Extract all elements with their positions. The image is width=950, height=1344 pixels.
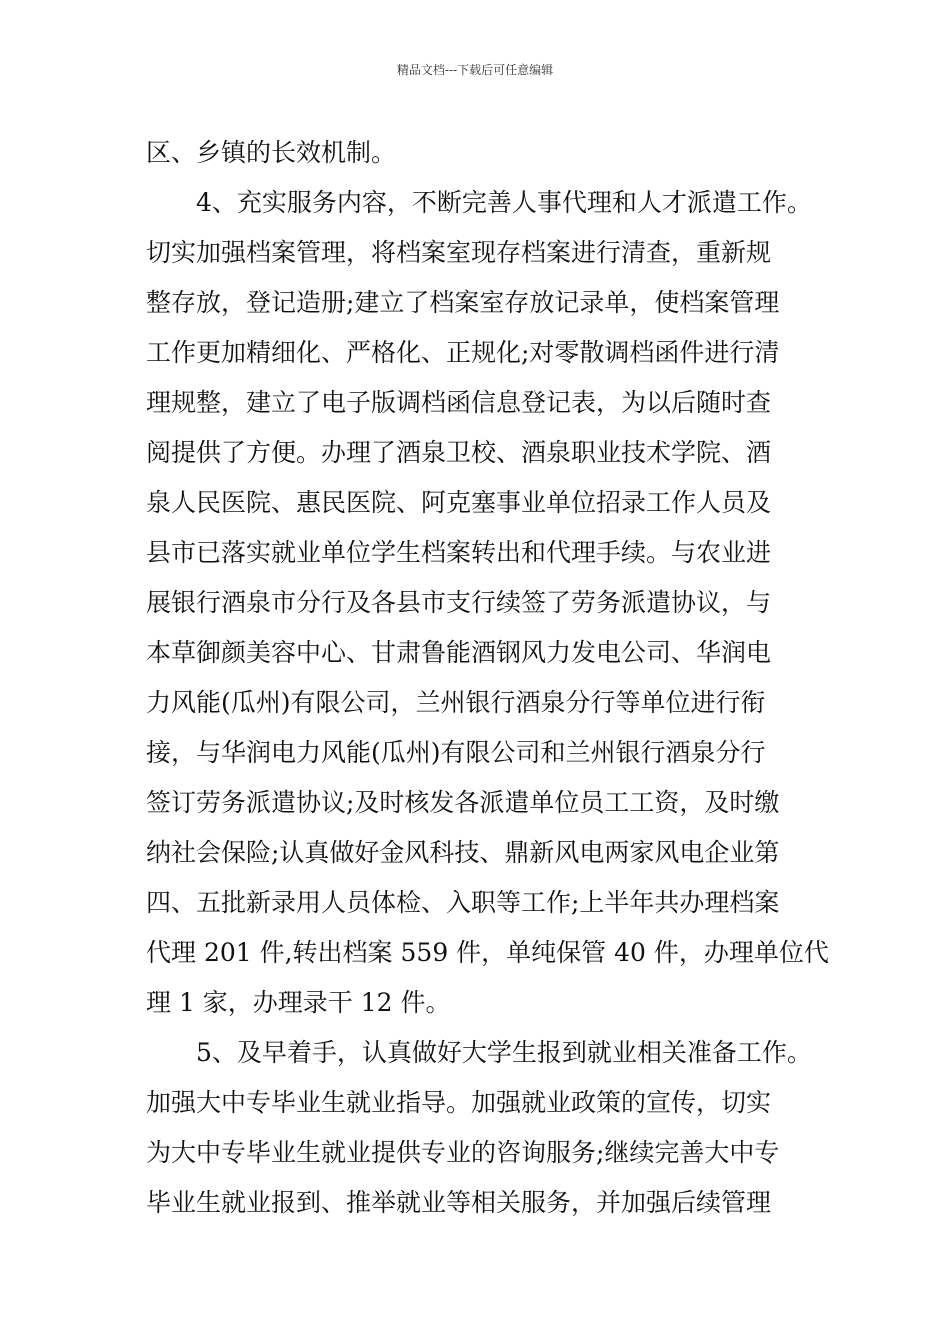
text-line: 切实加强档案管理，将档案室现存档案进行清查，重新规	[146, 238, 772, 267]
paragraph-start-line: 4、充实服务内容，不断完善人事代理和人才派遣工作。	[196, 188, 812, 217]
text-line: 理规整，建立了电子版调档函信息登记表，为以后随时查	[146, 388, 772, 417]
document-body	[146, 128, 829, 1228]
text-line: 加强大中专毕业生就业指导。加强就业政策的宣传，切实	[146, 1088, 772, 1117]
text-line: 力风能(瓜州)有限公司，兰州银行酒泉分行等单位进行衔	[146, 688, 766, 717]
text-line: 接，与华润电力风能(瓜州)有限公司和兰州银行酒泉分行	[146, 738, 766, 767]
text-line: 代理 201 件,转出档案 559 件，单纯保管 40 件，办理单位代	[146, 938, 829, 967]
text-line: 签订劳务派遣协议;及时核发各派遣单位员工工资，及时缴	[146, 788, 780, 817]
text-line: 毕业生就业报到、推举就业等相关服务，并加强后续管理	[146, 1188, 772, 1217]
text-line: 为大中专毕业生就业提供专业的咨询服务;继续完善大中专	[146, 1138, 780, 1167]
text-line: 县市已落实就业单位学生档案转出和代理手续。与农业进	[146, 538, 772, 567]
text-line: 阅提供了方便。办理了酒泉卫校、酒泉职业技术学院、酒	[146, 438, 772, 467]
text-line: 四、五批新录用人员体检、入职等工作;上半年共办理档案	[146, 888, 780, 917]
text-line: 本草御颜美容中心、甘肃鲁能酒钢风力发电公司、华润电	[146, 638, 772, 667]
text-line: 工作更加精细化、严格化、正规化;对零散调档函件进行清	[146, 338, 780, 367]
text-line: 泉人民医院、惠民医院、阿克塞事业单位招录工作人员及	[146, 488, 772, 517]
paragraph-start-line: 5、及早着手，认真做好大学生报到就业相关准备工作。	[196, 1038, 812, 1067]
text-line: 区、乡镇的长效机制。	[146, 138, 397, 167]
text-line: 展银行酒泉市分行及各县市支行续签了劳务派遣协议，与	[146, 588, 772, 617]
text-line: 理 1 家，办理录干 12 件。	[146, 988, 451, 1017]
text-line: 整存放，登记造册;建立了档案室存放记录单，使档案管理	[146, 288, 780, 317]
text-line: 纳社会保险;认真做好金风科技、鼎新风电两家风电企业第	[146, 838, 780, 867]
page-header: 精品文档---下载后可任意编辑	[396, 63, 554, 77]
